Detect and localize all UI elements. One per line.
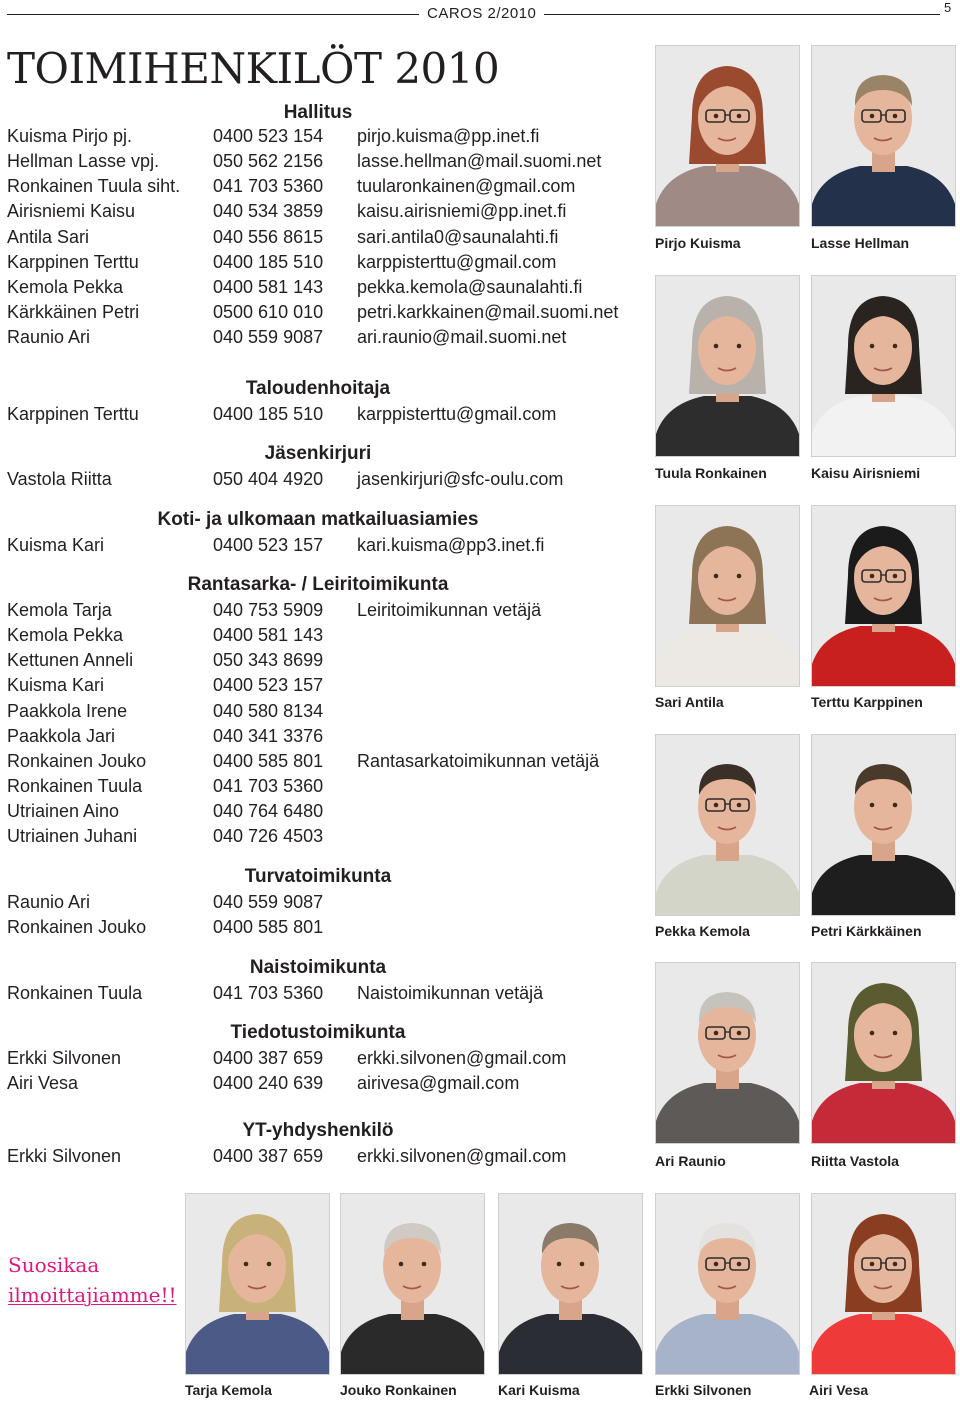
email-or-role: karppisterttu@gmail.com [357, 252, 557, 272]
photo-caption: Terttu Karppinen [811, 694, 923, 710]
person-name: Airi Vesa [7, 1073, 79, 1093]
contact-row [0, 751, 640, 776]
person-name: Ronkainen Jouko [7, 917, 147, 937]
person-name: Paakkola Irene [7, 701, 128, 721]
photo-caption: Lasse Hellman [811, 235, 910, 251]
photo-caption: Airi Vesa [809, 1382, 869, 1398]
email-or-role: kaisu.airisniemi@pp.inet.fi [357, 201, 567, 221]
contact-row [0, 917, 640, 942]
phone-number: 040 341 3376 [213, 726, 324, 746]
person-name: Kärkkäinen Petri [7, 302, 140, 322]
person-name: Erkki Silvonen [7, 1048, 122, 1068]
page-title: TOIMIHENKILÖT 2010 [7, 44, 500, 93]
page-number: 5 [944, 0, 952, 15]
phone-number: 050 343 8699 [213, 650, 324, 670]
email-or-role: sari.antila0@saunalahti.fi [357, 227, 559, 247]
phone-number: 050 404 4920 [213, 469, 324, 489]
header-rule-right [544, 14, 940, 15]
phone-number: 041 703 5360 [213, 176, 324, 196]
contact-row [0, 701, 640, 726]
email-or-role: Rantasarkatoimikunnan vetäjä [357, 751, 600, 771]
section-title: Koti- ja ulkomaan matkailuasiamies [157, 509, 479, 530]
ad-slogan [8, 1250, 177, 1310]
portrait-photo [811, 962, 956, 1144]
person-name: Utriainen Aino [7, 801, 120, 821]
contact-row [0, 801, 640, 826]
phone-number: 0400 585 801 [213, 751, 324, 771]
portrait-illustration [812, 46, 955, 226]
section-title: Jäsenkirjuri [264, 443, 372, 464]
portrait-illustration [812, 963, 955, 1143]
phone-number: 040 753 5909 [213, 600, 324, 620]
portrait-illustration [656, 46, 799, 226]
phone-number: 040 556 8615 [213, 227, 324, 247]
contact-row [0, 176, 640, 201]
portrait-photo [655, 505, 800, 687]
contact-row [0, 126, 640, 151]
section-title: YT-yhdyshenkilö [242, 1120, 394, 1141]
portrait-illustration [656, 506, 799, 686]
person-name: Ronkainen Jouko [7, 751, 147, 771]
photo-caption: Jouko Ronkainen [340, 1382, 457, 1398]
person-name: Paakkola Jari [7, 726, 116, 746]
portrait-photo [811, 1193, 956, 1375]
person-name: Kuisma Pirjo pj. [7, 126, 133, 146]
contact-row [0, 1073, 640, 1098]
photo-caption: Petri Kärkkäinen [811, 923, 922, 939]
contact-row [0, 600, 640, 625]
portrait-photo [340, 1193, 485, 1375]
person-name: Kuisma Kari [7, 675, 105, 695]
slogan-line-1: Suosikaa [8, 1253, 100, 1277]
phone-number: 0400 581 143 [213, 625, 324, 645]
portrait-photo [811, 505, 956, 687]
contact-row [0, 892, 640, 917]
phone-number: 0400 185 510 [213, 252, 324, 272]
contact-row [0, 469, 640, 494]
photo-caption: Kaisu Airisniemi [811, 465, 921, 481]
section-title: Tiedotustoimikunta [230, 1022, 406, 1043]
contact-row [0, 227, 640, 252]
portrait-photo [811, 734, 956, 916]
phone-number: 0400 387 659 [213, 1146, 324, 1166]
person-name: Kemola Pekka [7, 277, 124, 297]
portrait-illustration [656, 1194, 799, 1374]
person-name: Ronkainen Tuula [7, 776, 143, 796]
contact-row [0, 535, 640, 560]
portrait-photo [655, 734, 800, 916]
person-name: Ronkainen Tuula [7, 983, 143, 1003]
contact-row [0, 404, 640, 429]
section-title: Naistoimikunta [249, 957, 387, 978]
phone-number: 040 559 9087 [213, 327, 324, 347]
contact-row [0, 625, 640, 650]
phone-number: 0400 585 801 [213, 917, 324, 937]
portrait-photo [655, 962, 800, 1144]
contact-row [0, 302, 640, 327]
phone-number: 040 559 9087 [213, 892, 324, 912]
contact-row [0, 1146, 640, 1171]
contact-row [0, 776, 640, 801]
portrait-illustration [812, 1194, 955, 1374]
photo-caption: Sari Antila [655, 694, 724, 710]
photo-caption: Tarja Kemola [185, 1382, 272, 1398]
phone-number: 050 562 2156 [213, 151, 324, 171]
person-name: Airisniemi Kaisu [7, 201, 136, 221]
email-or-role: airivesa@gmail.com [357, 1073, 520, 1093]
phone-number: 0400 523 157 [213, 675, 324, 695]
person-name: Vastola Riitta [7, 469, 112, 489]
portrait-illustration [186, 1194, 329, 1374]
person-name: Erkki Silvonen [7, 1146, 122, 1166]
portrait-illustration [656, 276, 799, 456]
section-title: Taloudenhoitaja [245, 378, 391, 399]
phone-number: 041 703 5360 [213, 776, 324, 796]
portrait-photo [655, 1193, 800, 1375]
person-name: Kemola Tarja [7, 600, 112, 620]
email-or-role: erkki.silvonen@gmail.com [357, 1146, 567, 1166]
section-title: Turvatoimikunta [244, 866, 392, 887]
phone-number: 040 534 3859 [213, 201, 324, 221]
email-or-role: Naistoimikunnan vetäjä [357, 983, 544, 1003]
email-or-role: karppisterttu@gmail.com [357, 404, 557, 424]
photo-caption: Ari Raunio [655, 1153, 726, 1169]
photo-caption: Riitta Vastola [811, 1153, 899, 1169]
phone-number: 0400 240 639 [213, 1073, 324, 1093]
person-name: Karppinen Terttu [7, 404, 139, 424]
contact-row [0, 201, 640, 226]
email-or-role: Leiritoimikunnan vetäjä [357, 600, 542, 620]
phone-number: 0500 610 010 [213, 302, 324, 322]
slogan-line-2: ilmoittajiamme!! [8, 1283, 177, 1307]
portrait-illustration [812, 276, 955, 456]
email-or-role: pekka.kemola@saunalahti.fi [357, 277, 583, 297]
person-name: Utriainen Juhani [7, 826, 138, 846]
phone-number: 0400 581 143 [213, 277, 324, 297]
person-name: Kettunen Anneli [7, 650, 134, 670]
portrait-photo [655, 275, 800, 457]
section-title: Hallitus [283, 102, 353, 123]
person-name: Kemola Pekka [7, 625, 124, 645]
phone-number: 041 703 5360 [213, 983, 324, 1003]
contact-row [0, 826, 640, 851]
contact-row [0, 327, 640, 352]
portrait-illustration [656, 963, 799, 1143]
portrait-illustration [812, 506, 955, 686]
person-name: Kuisma Kari [7, 535, 105, 555]
portrait-illustration [812, 735, 955, 915]
portrait-photo [811, 45, 956, 227]
email-or-role: petri.karkkainen@mail.suomi.net [357, 302, 619, 322]
person-name: Ronkainen Tuula siht. [7, 176, 181, 196]
person-name: Raunio Ari [7, 327, 91, 347]
phone-number: 0400 523 154 [213, 126, 324, 146]
email-or-role: pirjo.kuisma@pp.inet.fi [357, 126, 540, 146]
photo-caption: Tuula Ronkainen [655, 465, 767, 481]
person-name: Hellman Lasse vpj. [7, 151, 160, 171]
portrait-illustration [656, 735, 799, 915]
portrait-illustration [499, 1194, 642, 1374]
photo-caption: Pirjo Kuisma [655, 235, 741, 251]
person-name: Raunio Ari [7, 892, 91, 912]
contact-row [0, 726, 640, 751]
email-or-role: kari.kuisma@pp3.inet.fi [357, 535, 545, 555]
portrait-photo [811, 275, 956, 457]
phone-number: 0400 387 659 [213, 1048, 324, 1068]
email-or-role: erkki.silvonen@gmail.com [357, 1048, 567, 1068]
photo-caption: Erkki Silvonen [655, 1382, 752, 1398]
portrait-photo [185, 1193, 330, 1375]
portrait-photo [655, 45, 800, 227]
contact-row [0, 252, 640, 277]
person-name: Karppinen Terttu [7, 252, 139, 272]
contact-row [0, 675, 640, 700]
email-or-role: ari.raunio@mail.suomi.net [357, 327, 567, 347]
phone-number: 0400 523 157 [213, 535, 324, 555]
portrait-illustration [341, 1194, 484, 1374]
person-name: Antila Sari [7, 227, 90, 247]
contact-row [0, 983, 640, 1008]
phone-number: 0400 185 510 [213, 404, 324, 424]
section-title: Rantasarka- / Leiritoimikunta [187, 574, 449, 595]
contact-row [0, 1048, 640, 1073]
photo-caption: Kari Kuisma [498, 1382, 580, 1398]
contact-row [0, 151, 640, 176]
contact-row [0, 650, 640, 675]
photo-caption: Pekka Kemola [655, 923, 750, 939]
phone-number: 040 764 6480 [213, 801, 324, 821]
email-or-role: lasse.hellman@mail.suomi.net [357, 151, 602, 171]
phone-number: 040 580 8134 [213, 701, 324, 721]
header-rule-left [7, 14, 419, 15]
email-or-role: jasenkirjuri@sfc-oulu.com [357, 469, 564, 489]
email-or-role: tuularonkainen@gmail.com [357, 176, 576, 196]
portrait-photo [498, 1193, 643, 1375]
magazine-issue: CAROS 2/2010 [427, 5, 537, 22]
phone-number: 040 726 4503 [213, 826, 324, 846]
contact-row [0, 277, 640, 302]
